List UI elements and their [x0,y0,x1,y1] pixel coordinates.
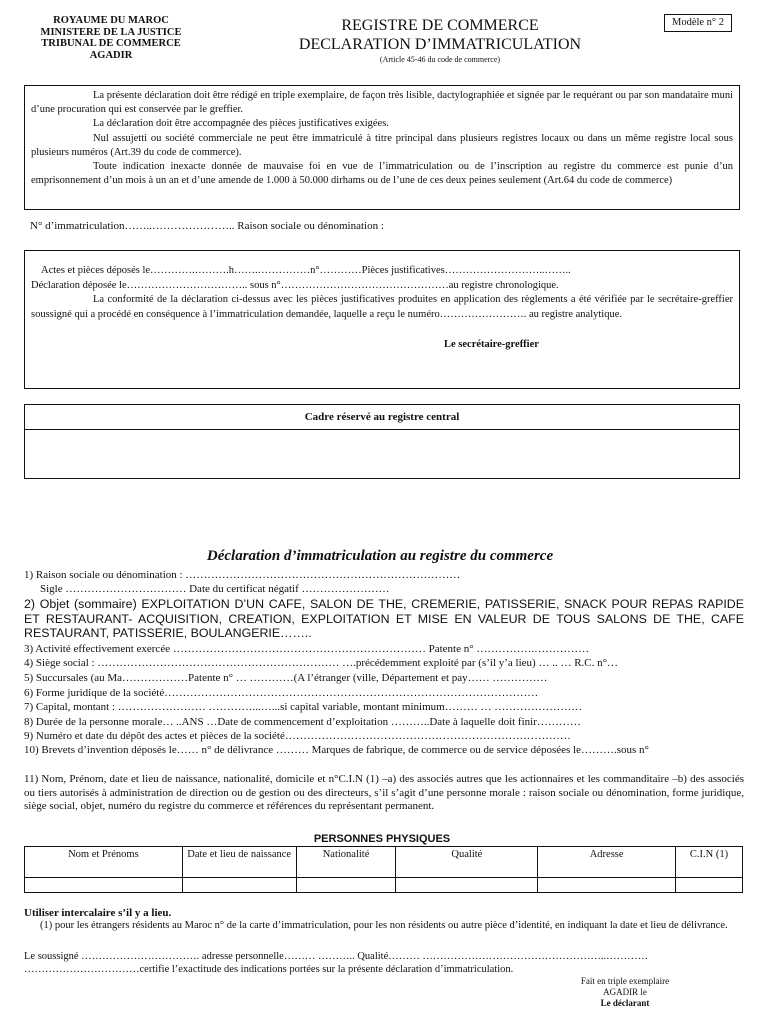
article-reference: (Article 45-46 du code de commerce) [379,55,501,64]
field-sigle[interactable]: Sigle …………………………… Date du certificat négatif …………………… [40,583,390,595]
table-cell[interactable] [538,878,676,893]
table-cell[interactable] [676,878,743,893]
field-associes: 11) Nom, Prénom, date et lieu de naissance, nationalité, domicile et n°C.I.N (1) –a) des associés autres que les actionnaires et les commanditaire –b) des associés ou tiers autorisés à administration de direction ou de gestion ou des directeurs, s’il s’agit d’une personne morale : raison sociale ou dénomination, forme juridique, siège social, objet, numéro du registre du commerce et références du représentant permanent. [24,773,744,812]
deposit-line[interactable]: Actes et pièces déposés le………….……….h…….……………n°…………Pièces justificatives………………………..…….. [41,265,571,276]
column-header: C.I.N (1) [676,847,743,878]
field-objet[interactable]: 2) Objet (sommaire) EXPLOITATION D’UN CAFE, SALON DE THE, CREMERIE, PATISSERIE, SNACK POUR REPAS RAPIDE ET RESTAURANT- ACQUISITION, CREATION, EXPLOITATION ET MISE EN VALEUR DE TOUS SALONS DE THE, CAFE RESTAURANT, PATISSERIE, BOULANGERIE…….. [24,597,744,640]
immatriculation-number-line[interactable]: N° d’immatriculation……..………………….. Raison sociale ou dénomination : [30,220,384,232]
footnote: (1) pour les étrangers résidents au Maroc n° de la carte d’immatriculation, pour les non résidents ou autre pièce d’identité, en indiquant la date et lieu de délivrance. [40,920,728,931]
notice-paragraph: Nul assujetti ou société commerciale ne peut être immatriculé à titre principal dans plusieurs registres locaux ou dans un même registre local sous plusieurs numéros (Art.39 du code de commerce). [31,132,733,158]
table-cell[interactable] [296,878,396,893]
notice-paragraph: Toute indication inexacte donnée de mauvaise foi en vue de l’immatriculation ou de l’inscription au registre du commerce est punie d’un emprisonnement d’un mois à un an et d’une amende de 1.000 à 50.000 dirhams ou de l’une de ces deux peines seulement (Art.64 du code de commerce) [31,161,733,187]
column-header: Date et lieu de naissance [182,847,296,878]
field-forme-juridique[interactable]: 6) Forme juridique de la société………………………………………………………………………………………… [24,687,539,699]
declaration-title: Déclaration d’immatriculation au registre du commerce [206,548,554,564]
notice-box [24,85,740,210]
field-succursales[interactable]: 5) Succursales (au Ma………………Patente n° … …………(A l’étranger (ville, Département et pay…… …………… [24,672,548,684]
page-title: REGISTRE DE COMMERCE [341,17,539,34]
fait-lieu: AGADIR le [603,987,647,997]
notice-paragraph: La déclaration doit être accompagnée des pièces justificatives exigées. [93,118,389,130]
central-registry-box [24,404,740,479]
organization-block [18,15,204,61]
column-header: Nationalité [296,847,396,878]
field-capital[interactable]: 7) Capital, montant : …………………… …………...…...si capital variable, montant minimum……… … …………………… [24,701,583,713]
central-registry-title: Cadre réservé au registre central [25,405,739,430]
table-row [25,878,743,893]
table-header-row [25,847,743,878]
field-activite[interactable]: 3) Activité effectivement exercée …………………………………………………………… Patente n° …………….…………… [24,643,590,655]
org-line: ROYAUME DU MAROC [53,15,169,26]
table-cell[interactable] [182,878,296,893]
field-depot-actes[interactable]: 9) Numéro et date du dépôt des actes et pièces de la société…………………………………………………………………… [24,730,571,742]
greffier-signature-label: Le secrétaire-greffier [444,339,539,350]
signature-block [560,976,690,1009]
central-registry-area[interactable] [25,430,739,480]
table-cell[interactable] [25,878,183,893]
intercalaire-note: Utiliser intercalaire s’il y a lieu. [24,907,172,919]
model-number-box: Modèle n° 2 [664,14,732,32]
field-soussigne[interactable]: Le soussigné ……………………………. adresse personnelle……… ……….. Qualité……… ……………………………………………..………… [24,951,649,962]
deposit-line[interactable]: Déclaration déposée le…………………………….. sous n°…………………………………………au registre chronologique. [31,279,559,291]
table-cell[interactable] [396,878,538,893]
fait-triple: Fait en triple exemplaire [580,976,670,986]
field-duree[interactable]: 8) Durée de la personne morale… ..ANS …Date de commencement d’exploitation ………..Date à laquelle doit finir………… [24,716,581,728]
column-header: Nom et Prénoms [25,847,183,878]
field-raison-sociale[interactable]: 1) Raison sociale ou dénomination : ………………………………………………………………… [24,569,461,581]
field-siege-social[interactable]: 4) Siège social : ………………………………………………………… ….précédemment exploité par (s’il y’a lieu) … .. … R.C. n°… [24,657,619,669]
declarant-label: Le déclarant [600,998,650,1008]
certification-line: ……………………………certifie l’exactitude des indications portées sur la présente déclaration d’immatriculation. [24,964,514,975]
column-header: Qualité [396,847,538,878]
org-line: AGADIR [89,49,133,61]
conformity-paragraph: La conformité de la déclaration ci-dessus avec les pièces justificatives produites en application des règlements a été vérifiée par le secrétaire-greffier soussigné qui a procédé en conséquence à l’immatriculation demandée, laquelle a reçu le numéro……………………. au registre analytique. [31,294,733,320]
deposit-box [24,250,740,389]
page-subtitle: DECLARATION D’IMMATRICULATION [298,36,582,53]
persons-table-title: PERSONNES PHYSIQUES [313,833,451,845]
column-header: Adresse [538,847,676,878]
notice-paragraph: La présente déclaration doit être rédigé en triple exemplaire, de façon très lisible, dactylographiée et signée par le requérant ou par son mandataire muni d’une procuration qui est conservée par le greffier. [31,90,733,116]
field-brevets[interactable]: 10) Brevets d’invention déposés le…… n° de délivrance ……… Marques de fabrique, de commerce ou de service déposées le……….sous n° [24,744,649,756]
org-line: MINISTERE DE LA JUSTICE [40,26,182,38]
persons-table [24,846,743,893]
document-title-block [250,16,630,65]
org-line: TRIBUNAL DE COMMERCE [41,38,181,49]
